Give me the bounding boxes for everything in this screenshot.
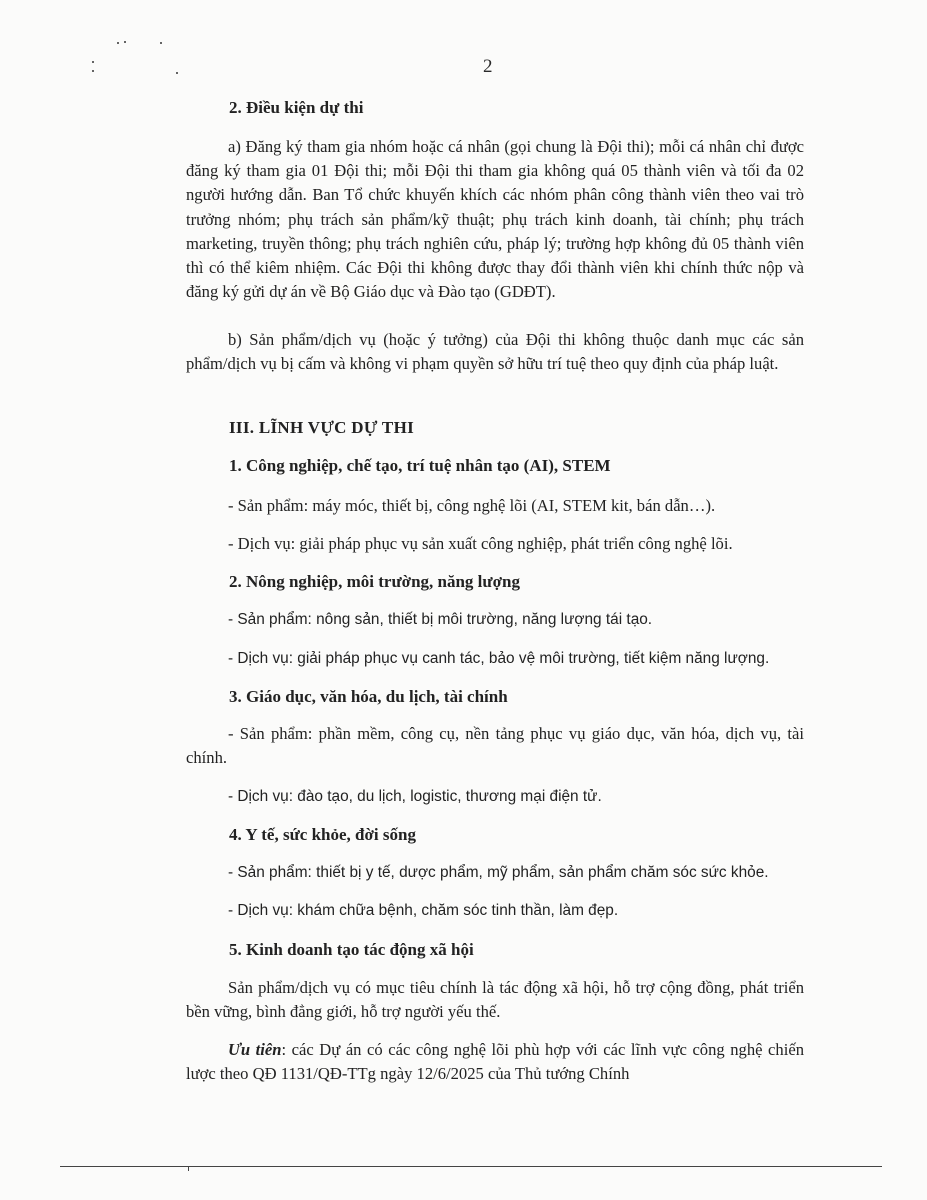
scan-speck xyxy=(92,70,94,72)
footer-rule xyxy=(60,1166,882,1167)
page-number: 2 xyxy=(483,56,493,77)
scan-speck xyxy=(92,61,94,63)
heading-field-3: 3. Giáo dục, văn hóa, du lịch, tài chính xyxy=(229,687,508,706)
priority-text: : các Dự án có các công nghệ lõi phù hợp với các lĩnh vực công nghệ chiến lược theo QĐ 1131/QĐ-TTg ngày 12/6/2025 của Thủ tướng Chính xyxy=(186,1040,804,1084)
priority-label: Ưu tiên xyxy=(228,1040,282,1059)
field-4-service: - Dịch vụ: khám chữa bệnh, chăm sóc tinh thần, làm đẹp. xyxy=(228,902,619,919)
heading-field-4: 4. Y tế, sức khỏe, đời sống xyxy=(229,825,416,844)
field-5-text: Sản phẩm/dịch vụ có mục tiêu chính là tác động xã hội, hỗ trợ cộng đồng, phát triển bền vững, bình đẳng giới, hỗ trợ người yếu thế. xyxy=(186,978,804,1022)
heading-eligibility: 2. Điều kiện dự thi xyxy=(229,98,364,117)
footer-tick xyxy=(188,1166,189,1171)
heading-field-1: 1. Công nghiệp, chế tạo, trí tuệ nhân tạo (AI), STEM xyxy=(229,456,611,475)
priority-paragraph xyxy=(186,1038,804,1086)
heading-field-5: 5. Kinh doanh tạo tác động xã hội xyxy=(229,940,474,959)
scan-speck xyxy=(117,42,119,44)
scan-speck xyxy=(160,42,162,44)
field-4-product: - Sản phẩm: thiết bị y tế, dược phẩm, mỹ phẩm, sản phẩm chăm sóc sức khỏe. xyxy=(228,864,769,881)
field-2-service: - Dịch vụ: giải pháp phục vụ canh tác, bảo vệ môi trường, tiết kiệm năng lượng. xyxy=(228,650,770,667)
paragraph-a: a) Đăng ký tham gia nhóm hoặc cá nhân (gọi chung là Đội thi); mỗi cá nhân chỉ được đăng ký tham gia 01 Đội thi; mỗi Đội thi tham gia không quá 05 thành viên và tối đa 02 người hướng dẫn. Ban Tổ chức khuyến khích các nhóm phân công thành viên theo vai trò trưởng nhóm; phụ trách sản phẩm/kỹ thuật; phụ trách kinh doanh, tài chính; phụ trách marketing, truyền thông; phụ trách nghiên cứu, pháp lý; trường hợp không đủ 05 thành viên thì có thể kiêm nhiệm. Các Đội thi không được thay đổi thành viên khi chính thức nộp và đăng ký gửi dự án về Bộ Giáo dục và Đào tạo (GDĐT). xyxy=(186,137,804,302)
field-3-service: - Dịch vụ: đào tạo, du lịch, logistic, thương mại điện tử. xyxy=(228,788,602,805)
heading-competition-fields: III. LĨNH VỰC DỰ THI xyxy=(229,418,415,437)
scan-speck xyxy=(176,72,178,74)
field-1-service: - Dịch vụ: giải pháp phục vụ sản xuất công nghiệp, phát triển công nghệ lõi. xyxy=(228,534,733,553)
field-1-product: - Sản phẩm: máy móc, thiết bị, công nghệ lõi (AI, STEM kit, bán dẫn…). xyxy=(228,496,716,515)
field-3-product: - Sản phẩm: phần mềm, công cụ, nền tảng phục vụ giáo dục, văn hóa, dịch vụ, tài chính. xyxy=(186,724,804,768)
paragraph-b: b) Sản phẩm/dịch vụ (hoặc ý tưởng) của Đội thi không thuộc danh mục các sản phẩm/dịch vụ bị cấm và không vi phạm quyền sở hữu trí tuệ theo quy định của pháp luật. xyxy=(186,330,804,374)
heading-field-2: 2. Nông nghiệp, môi trường, năng lượng xyxy=(229,572,520,591)
field-2-product: - Sản phẩm: nông sản, thiết bị môi trường, năng lượng tái tạo. xyxy=(228,611,653,628)
scan-speck xyxy=(124,41,126,43)
